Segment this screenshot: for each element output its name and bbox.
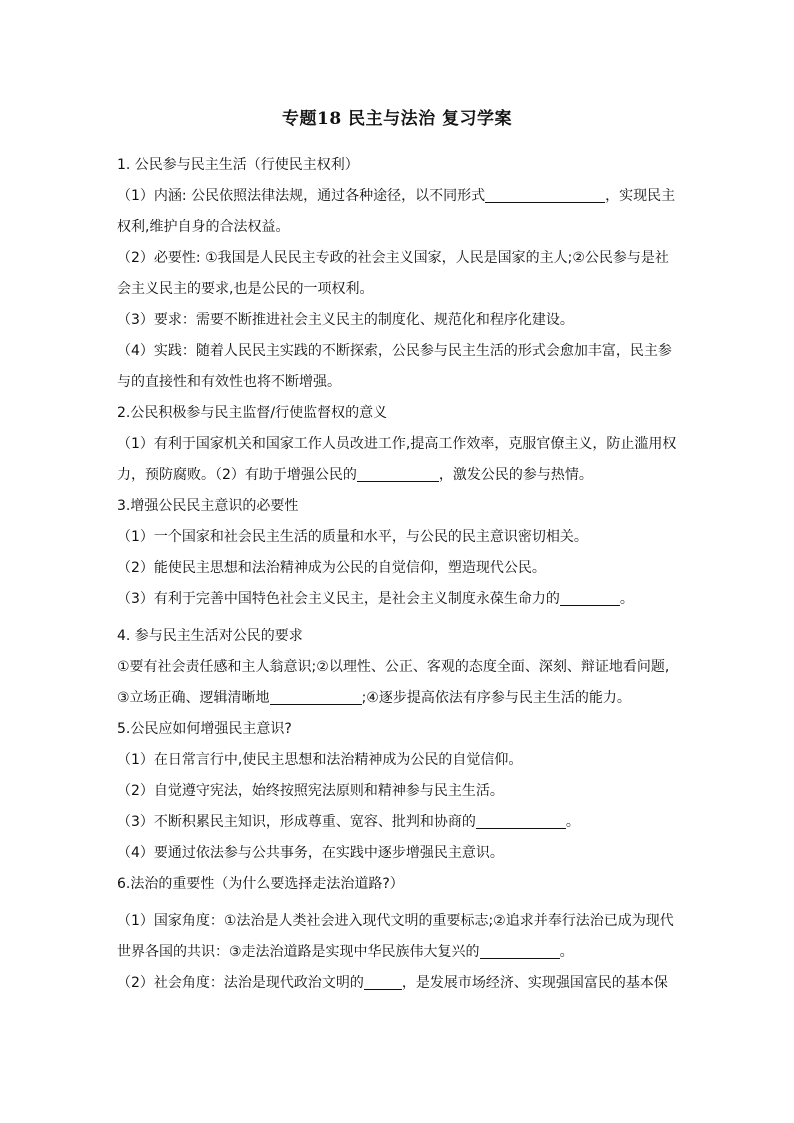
text-line [117,553,679,584]
fill-in-blank[interactable] [480,942,560,959]
fill-in-blank[interactable] [270,688,362,705]
fill-in-blank[interactable] [364,973,402,990]
line-text: ③立场正确、逻辑清晰地 [117,690,270,706]
line-text: 1. 公民参与民主生活（行使民主权利） [117,157,359,173]
text-line [117,968,679,999]
line-text: 权利,维护自身的合法权益。 [117,219,290,235]
line-text: 。 [619,591,634,607]
line-text: （4）实践：随着人民民主实践的不断探索，公民参与民主生活的形式会愈加丰富，民主参 [117,343,672,359]
line-text: （1）内涵: 公民依照法律法规，通过各种途径，以不同形式 [117,188,486,204]
text-line [117,683,679,714]
text-line [117,807,679,838]
text-line [117,584,679,615]
text-line [117,274,679,305]
text-line [117,745,679,776]
line-text: （1）一个国家和社会民主生活的质量和水平，与公民的民主意识密切相关。 [117,529,588,545]
fill-in-blank[interactable] [485,186,605,203]
line-text: ，实现民主 [605,188,676,204]
text-line [117,714,679,745]
fill-in-blank[interactable] [560,589,620,606]
line-text: 世界各国的共识：③走法治道路是实现中华民族伟大复兴的 [117,944,480,960]
fill-in-blank[interactable] [357,465,439,482]
text-line [117,243,679,274]
line-text: （1）国家角度：①法治是人类社会进入现代文明的重要标志;②追求并奉行法治已成为现代 [117,913,674,929]
text-line [117,621,679,652]
line-text: （2）社会角度：法治是现代政治文明的 [117,975,364,991]
line-text: 。 [565,814,580,830]
page-title: 专题18 民主与法治 复习学案 [282,109,512,129]
line-text: 2.公民积极参与民主监督/行使监督权的意义 [117,405,388,421]
text-line [117,906,679,937]
line-text: （4）要通过依法参与公共事务，在实践中逐步增强民主意识。 [117,845,504,861]
text-line [117,491,679,522]
text-line [117,150,679,181]
line-text: （2）自觉遵守宪法，始终按照宪法原则和精神参与民主生活。 [117,783,504,799]
line-text: （2）能使民主思想和法治精神成为公民的自觉信仰，塑造现代公民。 [117,560,546,576]
line-text: 3.增强公民民主意识的必要性 [117,498,299,514]
line-text: ，激发公民的参与热情。 [438,467,593,483]
fill-in-blank[interactable] [476,812,566,829]
text-line [117,336,679,367]
line-text: 。 [559,944,574,960]
line-text: （3）不断积累民主知识，形成尊重、宽容、批判和协商的 [117,814,476,830]
text-line [117,776,679,807]
line-text: （1）有利于国家机关和国家工作人员改进工作,提高工作效率，克服官僚主义，防止滥用权 [117,436,677,452]
text-line [117,398,679,429]
line-text: 力，预防腐败。（2）有助于增强公民的 [117,467,357,483]
line-text: （3）有利于完善中国特色社会主义民主，是社会主义制度永葆生命力的 [117,591,560,607]
text-line [117,937,679,968]
text-line [117,181,679,212]
text-line [117,522,679,553]
text-line [117,367,679,398]
line-text: ①要有社会责任感和主人翁意识;②以理性、公正、客观的态度全面、深刻、辩证地看问题, [117,659,670,675]
line-text: （1）在日常言行中,使民主思想和法治精神成为公民的自觉信仰。 [117,752,523,768]
text-line [117,869,679,900]
line-text: 4. 参与民主生活对公民的要求 [117,628,303,644]
line-text: （3）要求：需要不断推进社会主义民主的制度化、规范化和程序化建设。 [117,312,574,328]
text-line [117,212,679,243]
text-line [117,838,679,869]
line-text: ，是发展市场经济、实现强国富民的基本保 [401,975,668,991]
document-body [117,150,679,999]
line-text: 会主义民主的要求,也是公民的一项权利。 [117,281,374,297]
text-line [117,429,679,460]
line-text: 与的直接性和有效性也将不断增强。 [117,374,341,390]
text-line [117,652,679,683]
line-text: ;④逐步提高依法有序参与民主生活的能力。 [361,690,631,706]
line-text: 6.法治的重要性（为什么要选择走法治道路?） [117,876,404,892]
text-line [117,460,679,491]
line-text: （2）必要性: ①我国是人民民主专政的社会主义国家，人民是国家的主人;②公民参与是社 [117,250,669,266]
line-text: 5.公民应如何增强民主意识? [117,721,292,737]
text-line [117,305,679,336]
